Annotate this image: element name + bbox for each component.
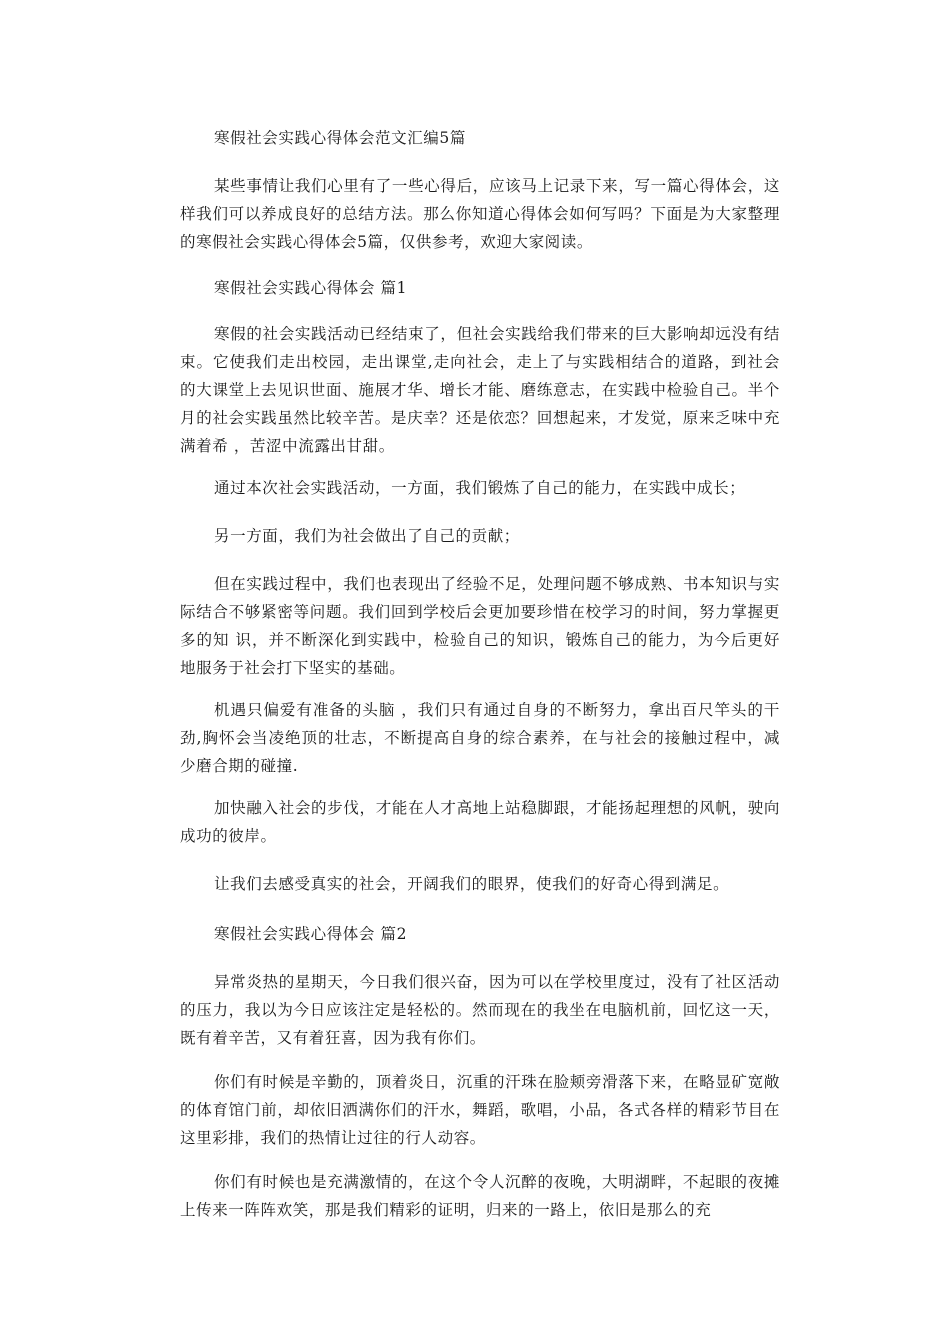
section-1-paragraph-6: 加快融入社会的步伐，才能在人才高地上站稳脚跟，才能扬起理想的风帆，驶向成功的彼岸。 <box>180 799 780 845</box>
document-title: 寒假社会实践心得体会范文汇编5篇 <box>214 129 466 147</box>
section-2-paragraph-3: 你们有时候也是充满激情的，在这个令人沉醉的夜晚，大明湖畔，不起眼的夜摊上传来一阵阵欢笑，那是我们精彩的证明，归来的一路上，依旧是那么的充 <box>180 1173 780 1219</box>
section-1-paragraph-4: 但在实践过程中，我们也表现出了经验不足，处理问题不够成熟、书本知识与实际结合不够紧密等问题。我们回到学校后会更加要珍惜在校学习的时间，努力掌握更多的知 识，并不断深化到实践中，检验自己的知识，锻炼自己的能力，为今后更好地服务于社会打下坚实的基础。 <box>180 575 780 677</box>
section-1-paragraph-2: 通过本次社会实践活动，一方面，我们锻炼了自己的能力，在实践中成长； <box>214 479 746 497</box>
section-1-paragraph-3: 另一方面，我们为社会做出了自己的贡献； <box>214 527 520 545</box>
intro-paragraph: 某些事情让我们心里有了一些心得后，应该马上记录下来，写一篇心得体会，这样我们可以养成良好的总结方法。那么你知道心得体会如何写吗？下面是为大家整理的寒假社会实践心得体会5篇，仅供参考，欢迎大家阅读。 <box>180 177 780 251</box>
section-1-paragraph-7: 让我们去感受真实的社会，开阔我们的眼界，使我们的好奇心得到满足。 <box>214 875 730 893</box>
section-2-paragraph-2: 你们有时候是辛勤的，顶着炎日，沉重的汗珠在脸颊旁滑落下来，在略显矿宽敞的体育馆门前，却依旧洒满你们的汗水，舞蹈，歌唱，小品，各式各样的精彩节目在这里彩排，我们的热情让过往的行人动容。 <box>180 1073 780 1147</box>
section-1-paragraph-1: 寒假的社会实践活动已经结束了，但社会实践给我们带来的巨大影响却远没有结束。它使我们走出校园，走出课堂,走向社会，走上了与实践相结合的道路，到社会的大课堂上去见识世面、施展才华、增长才能、磨练意志，在实践中检验自己。半个月的社会实践虽然比较辛苦。是庆幸？还是依恋？回想起来，才发觉，原来乏味中充满着希 ，苦涩中流露出甘甜。 <box>180 325 780 455</box>
section-2-paragraph-1: 异常炎热的星期天，今日我们很兴奋，因为可以在学校里度过，没有了社区活动的压力，我以为今日应该注定是轻松的。然而现在的我坐在电脑机前，回忆这一天，既有着辛苦，又有着狂喜，因为我有你们。 <box>180 973 780 1047</box>
section-2-heading: 寒假社会实践心得体会 篇2 <box>214 925 408 943</box>
section-1-paragraph-5: 机遇只偏爱有准备的头脑 ，我们只有通过自身的不断努力，拿出百尺竿头的干劲,胸怀会当凌绝顶的壮志，不断提高自身的综合素养，在与社会的接触过程中，减少磨合期的碰撞. <box>180 701 780 775</box>
section-1-heading: 寒假社会实践心得体会 篇1 <box>214 279 408 297</box>
